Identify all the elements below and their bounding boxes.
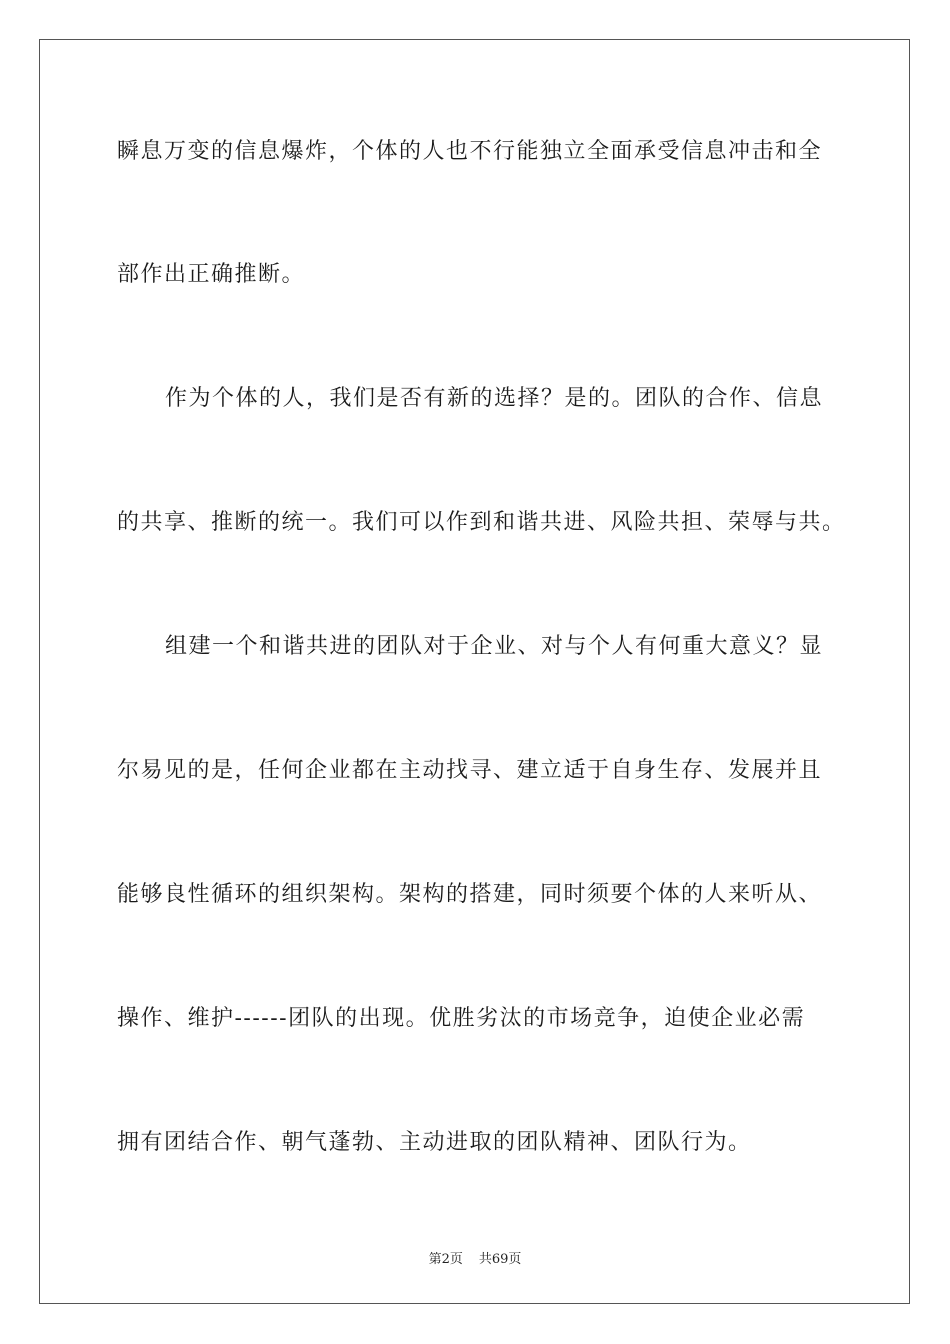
page-border	[39, 39, 910, 1304]
body-line-8: 操作、维护------团队的出现。优胜劣汰的市场竞争，迫使企业必需	[117, 1006, 806, 1031]
page-number: 第2页	[428, 1252, 463, 1267]
body-line-6: 尔易见的是，任何企业都在主动找寻、建立适于自身生存、发展并且	[117, 758, 823, 783]
body-line-2: 部作出正确推断。	[117, 262, 306, 287]
page-footer	[0, 1248, 950, 1267]
body-line-3: 作为个体的人，我们是否有新的选择？是的。团队的合作、信息	[165, 386, 824, 411]
page-total: 共69页	[478, 1252, 522, 1267]
body-line-1: 瞬息万变的信息爆炸，个体的人也不行能独立全面承受信息冲击和全	[117, 139, 823, 164]
body-line-7: 能够良性循环的组织架构。架构的搭建，同时须要个体的人来听从、	[117, 882, 823, 907]
body-line-4: 的共享、推断的统一。我们可以作到和谐共进、风险共担、荣辱与共。	[117, 510, 846, 535]
body-line-5: 组建一个和谐共进的团队对于企业、对与个人有何重大意义？显	[165, 634, 824, 659]
body-line-9: 拥有团结合作、朝气蓬勃、主动进取的团队精神、团队行为。	[117, 1130, 752, 1155]
